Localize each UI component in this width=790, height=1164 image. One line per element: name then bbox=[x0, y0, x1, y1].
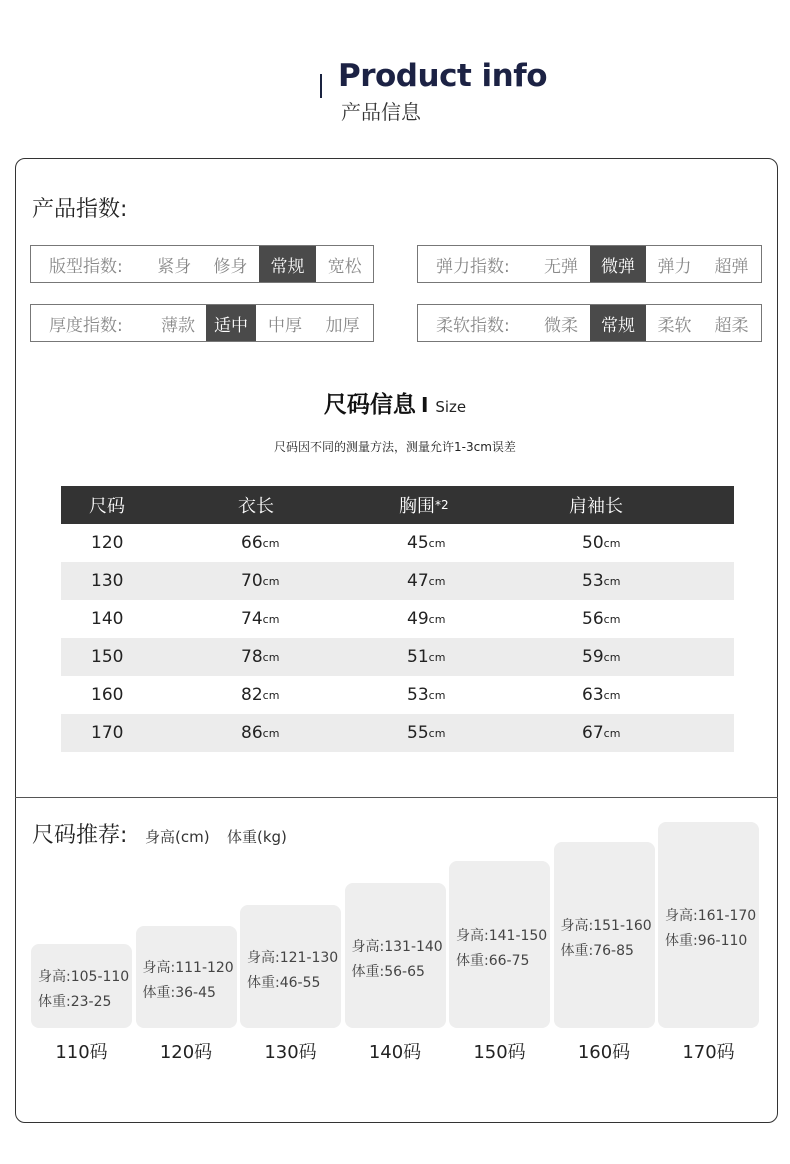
unit-label: cm bbox=[262, 574, 280, 588]
recommend-height: 身高:121-130 bbox=[247, 950, 339, 966]
index-row-elasticity bbox=[417, 245, 762, 283]
page-subtitle: 产品信息 bbox=[341, 100, 421, 124]
recommend-weight: 体重:56-65 bbox=[351, 964, 425, 980]
index-option-selected: 常规 bbox=[590, 305, 646, 341]
recommend-weight: 体重:23-25 bbox=[38, 994, 112, 1010]
index-option: 修身 bbox=[213, 256, 248, 277]
size-recommend-box bbox=[240, 905, 341, 1028]
table-row bbox=[61, 600, 734, 638]
unit-label: cm bbox=[262, 726, 280, 740]
cell-chest: 53 cm bbox=[407, 685, 446, 705]
recommend-weight-label: 体重(kg) bbox=[227, 828, 287, 846]
product-index-title: 产品指数: bbox=[32, 197, 128, 222]
cell-length: 70 cm bbox=[241, 571, 280, 591]
recommend-height: 身高:105-110 bbox=[38, 969, 130, 985]
column-header-chest: 胸围 bbox=[399, 496, 435, 517]
unit-label: cm bbox=[428, 536, 446, 550]
size-recommend-box bbox=[136, 926, 237, 1028]
recommend-height: 身高:141-150 bbox=[456, 928, 548, 944]
recommend-size-label: 160码 bbox=[577, 1042, 631, 1063]
recommend-height: 身高:131-140 bbox=[351, 939, 443, 955]
table-row bbox=[61, 562, 734, 600]
index-option: 紧身 bbox=[157, 256, 192, 277]
unit-label: cm bbox=[603, 650, 621, 664]
cell-length: 86 cm bbox=[241, 723, 280, 743]
size-info-title-en: Size bbox=[435, 398, 467, 416]
recommend-size-label: 150码 bbox=[473, 1042, 526, 1063]
recommend-height: 身高:151-160 bbox=[560, 918, 652, 934]
unit-label: cm bbox=[428, 726, 446, 740]
size-table bbox=[61, 486, 734, 752]
unit-label: cm bbox=[428, 688, 446, 702]
size-recommend-box bbox=[658, 822, 759, 1028]
recommend-weight: 体重:46-55 bbox=[247, 975, 321, 991]
cell-sleeve: 59 cm bbox=[582, 647, 621, 667]
cell-chest: 55 cm bbox=[407, 723, 446, 743]
cell-sleeve: 67 cm bbox=[582, 723, 621, 743]
recommend-weight: 体重:66-75 bbox=[456, 953, 530, 969]
cell-sleeve: 63 cm bbox=[582, 685, 621, 705]
index-label: 版型指数: bbox=[49, 256, 123, 277]
cell-length: 78 cm bbox=[241, 647, 280, 667]
unit-label: cm bbox=[262, 536, 280, 550]
cell-chest: 45 cm bbox=[407, 533, 446, 553]
recommend-size-label: 170码 bbox=[682, 1042, 735, 1063]
column-header-size: 尺码 bbox=[89, 496, 125, 517]
index-option: 超柔 bbox=[714, 315, 749, 336]
index-row-softness bbox=[417, 304, 762, 342]
unit-label: cm bbox=[428, 612, 446, 626]
recommend-title: 尺码推荐: bbox=[32, 823, 128, 848]
index-option: 加厚 bbox=[325, 315, 360, 336]
cell-size: 120 bbox=[91, 533, 124, 553]
cell-length: 74 cm bbox=[241, 609, 280, 629]
index-option: 中厚 bbox=[268, 315, 302, 336]
index-option: 超弹 bbox=[714, 256, 749, 277]
index-row-thickness bbox=[30, 304, 374, 342]
size-info-heading bbox=[0, 386, 790, 419]
cell-size: 150 bbox=[91, 647, 124, 667]
size-recommend-box bbox=[554, 842, 655, 1028]
index-option: 无弹 bbox=[544, 256, 578, 277]
unit-label: cm bbox=[603, 574, 621, 588]
header-accent-bar bbox=[320, 74, 322, 98]
recommend-size-label: 130码 bbox=[264, 1042, 317, 1063]
cell-chest: 51 cm bbox=[407, 647, 446, 667]
cell-size: 130 bbox=[91, 571, 124, 591]
cell-chest: 49 cm bbox=[407, 609, 446, 629]
unit-label: cm bbox=[428, 650, 446, 664]
cell-length: 82 cm bbox=[241, 685, 280, 705]
index-option-selected: 微弹 bbox=[590, 246, 646, 282]
unit-label: cm bbox=[603, 726, 621, 740]
index-row-fit bbox=[30, 245, 374, 283]
cell-length: 66 cm bbox=[241, 533, 280, 553]
recommend-weight: 体重:76-85 bbox=[560, 943, 634, 959]
recommend-size-label: 140码 bbox=[368, 1042, 422, 1063]
recommend-size-label: 110码 bbox=[55, 1042, 108, 1063]
size-recommend-box bbox=[449, 861, 550, 1028]
cell-sleeve: 56 cm bbox=[582, 609, 621, 629]
recommend-weight: 体重:36-45 bbox=[142, 985, 216, 1001]
recommend-height: 身高:111-120 bbox=[142, 960, 234, 976]
unit-label: cm bbox=[262, 688, 280, 702]
card-divider bbox=[15, 797, 778, 798]
cell-size: 170 bbox=[91, 723, 124, 743]
page-title: Product info bbox=[338, 58, 548, 94]
recommend-height: 身高:161-170 bbox=[665, 908, 757, 924]
index-option: 微柔 bbox=[544, 315, 578, 336]
size-recommend-box bbox=[345, 883, 446, 1028]
column-header-sleeve: 肩袖长 bbox=[569, 496, 623, 517]
index-label: 弹力指数: bbox=[436, 256, 510, 277]
table-row bbox=[61, 676, 734, 714]
index-option: 宽松 bbox=[327, 256, 362, 277]
unit-label: cm bbox=[262, 612, 280, 626]
size-recommend-box bbox=[31, 944, 132, 1028]
index-label: 柔软指数: bbox=[436, 315, 510, 336]
cell-chest: 47 cm bbox=[407, 571, 446, 591]
size-info-title: 尺码信息 bbox=[323, 392, 416, 418]
unit-label: cm bbox=[603, 688, 621, 702]
index-option: 薄款 bbox=[161, 315, 195, 336]
recommend-size-label: 120码 bbox=[159, 1042, 213, 1063]
index-label: 厚度指数: bbox=[49, 315, 123, 336]
size-note: 尺码因不同的测量方法，测量允许1-3cm误差 bbox=[274, 440, 516, 454]
cell-size: 160 bbox=[91, 685, 124, 705]
cell-sleeve: 53 cm bbox=[582, 571, 621, 591]
index-option-selected: 常规 bbox=[259, 246, 317, 282]
unit-label: cm bbox=[262, 650, 280, 664]
recommend-weight: 体重:96-110 bbox=[665, 933, 748, 949]
table-row bbox=[61, 638, 734, 676]
index-option-selected: 适中 bbox=[206, 305, 256, 341]
cell-sleeve: 50 cm bbox=[582, 533, 621, 553]
table-row bbox=[61, 524, 734, 562]
table-row bbox=[61, 714, 734, 752]
index-option: 弹力 bbox=[657, 256, 692, 277]
recommend-height-label: 身高(cm) bbox=[145, 828, 210, 846]
column-header-chest-suffix: *2 bbox=[435, 498, 449, 512]
unit-label: cm bbox=[428, 574, 446, 588]
column-header-length: 衣长 bbox=[238, 496, 274, 517]
size-title-separator: I bbox=[420, 393, 436, 417]
index-option: 柔软 bbox=[657, 315, 692, 336]
unit-label: cm bbox=[603, 536, 621, 550]
size-table-header bbox=[61, 486, 734, 524]
unit-label: cm bbox=[603, 612, 621, 626]
cell-size: 140 bbox=[91, 609, 124, 629]
